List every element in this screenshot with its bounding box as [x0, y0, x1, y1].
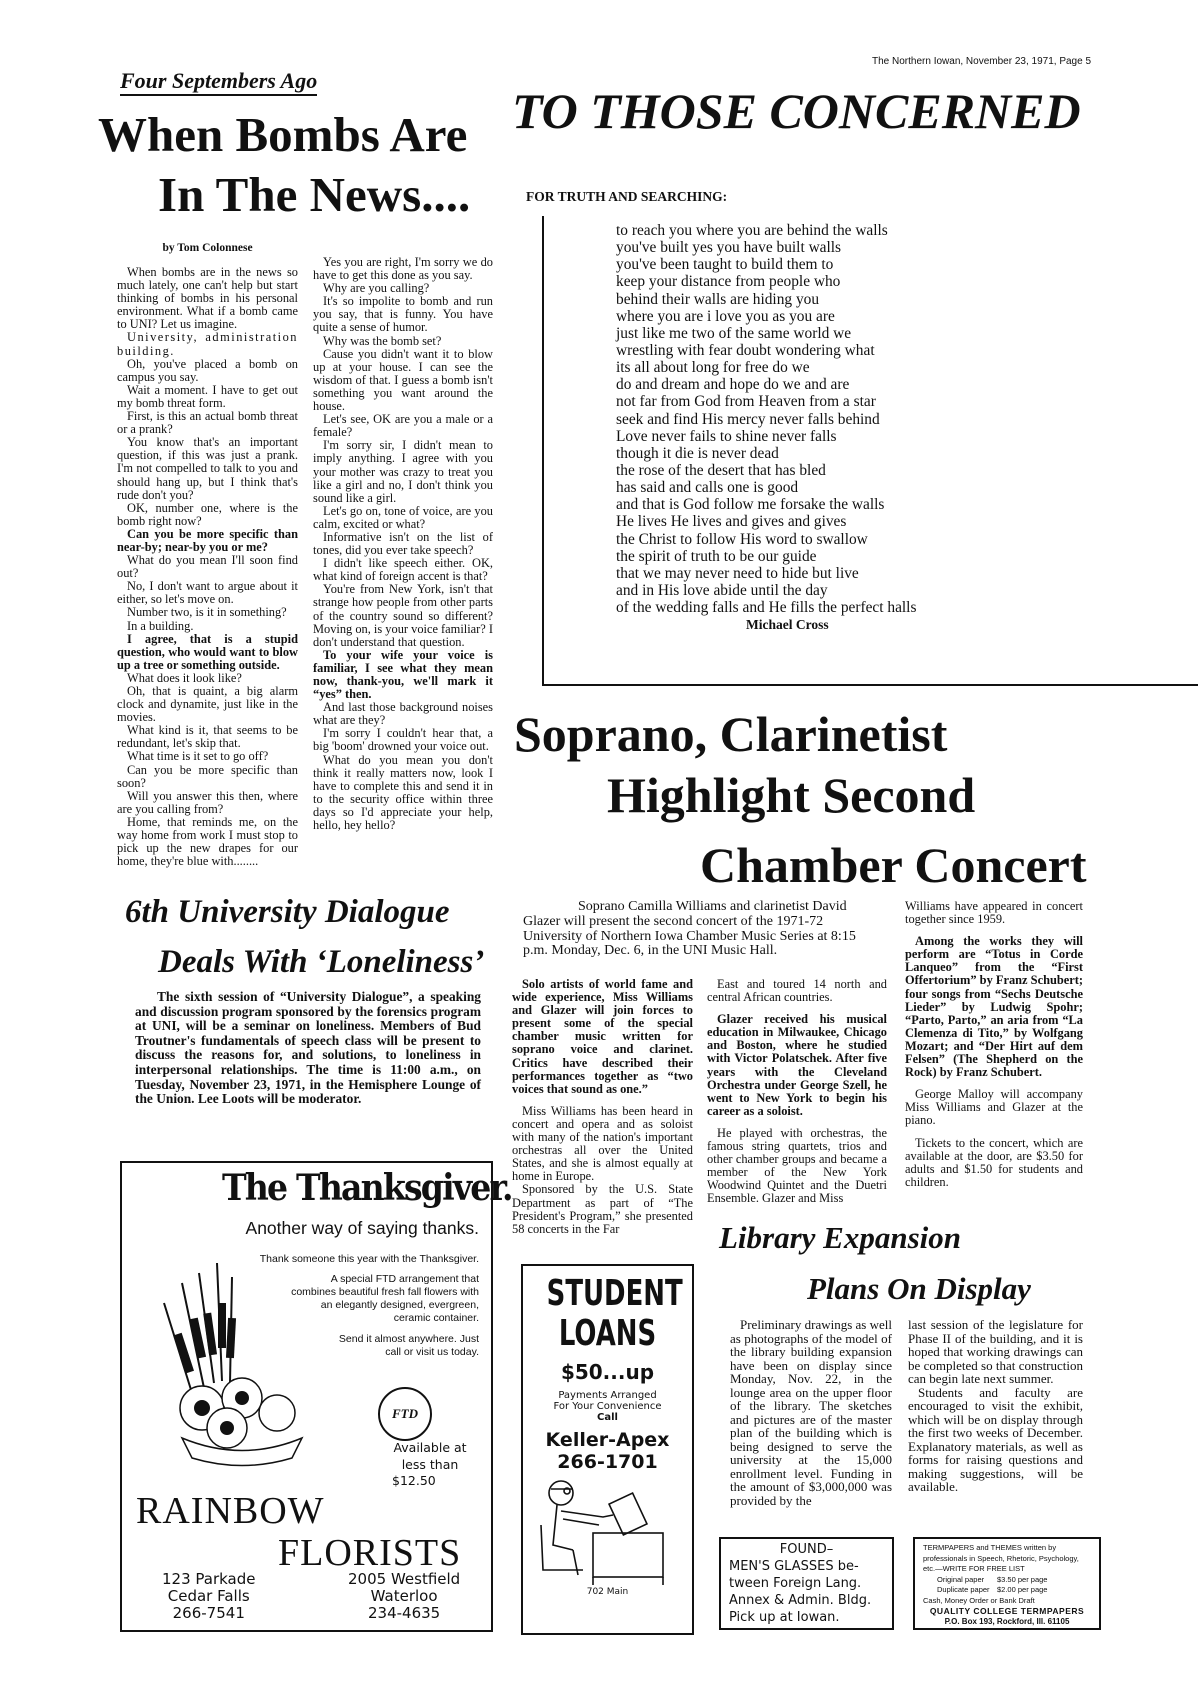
paragraph: What do you mean you don't think it really matters now, look I have to complete this and send it in to the security office within three days so I'd appreciate your help, hello, hey hello? — [313, 752, 493, 833]
paragraph: When bombs are in the news so much lately, one can't help but start thinking of bombs in his personal environment. What if a bomb came to UNI? Let us imagine. — [117, 265, 298, 332]
found-line: FOUND– — [779, 1542, 834, 1557]
paragraph: First, is this an actual bomb threat or a prank? — [117, 409, 298, 437]
found-line: MEN'S GLASSES be- — [729, 1559, 859, 1574]
florist-name-2: FLORISTS — [278, 1532, 462, 1574]
concert-column-c — [905, 900, 1083, 1189]
paragraph: Informative isn't on the list of tones, did you ever take speech? — [313, 529, 493, 558]
poem-line: where you are i love you as you are — [616, 307, 835, 325]
paragraph: What do you mean I'll soon find out? — [117, 553, 298, 581]
poem-line: behind their walls are hiding you — [616, 290, 820, 308]
florist-description: A special FTD arrangement that combines beautiful fresh fall flowers with an elegantly designed, evergreen, ceramic container. — [291, 1273, 479, 1324]
poem-body — [616, 222, 916, 633]
poem-line: you've built yes you have built walls — [616, 239, 842, 257]
store-city: Cedar Falls — [167, 1587, 250, 1605]
poem-line: He lives He lives and gives and gives — [616, 513, 847, 531]
paragraph: George Malloy will accompany Miss Williams and Glazer at the piano. — [905, 1087, 1083, 1128]
paragraph: Oh, you've placed a bomb on campus you say. — [117, 356, 298, 384]
florist-price: $12.50 — [392, 1473, 436, 1488]
paragraph: No, I don't want to argue about it either, so let's move on. — [117, 579, 298, 607]
poem-line: and that is God follow me forsake the walls — [616, 496, 885, 514]
concert-column-b — [707, 978, 887, 1206]
paragraph: Cause you didn't want it to blow up at your house. I can see the wisdom of that. I guess a bomb isn't something you want around the house. — [313, 346, 493, 414]
ftd-seal-label: FTD — [392, 1406, 418, 1421]
termpapers-address: P.O. Box 193, Rockford, Ill. 61105 — [944, 1616, 1070, 1626]
store-street: 123 Parkade — [162, 1570, 256, 1588]
label: Duplicate paper — [937, 1585, 990, 1594]
florist-store-1 — [162, 1571, 256, 1622]
paragraph: Among the works they will perform are “Totus in Corde Lanqueo” from the “First Offertorium” by Franz Schubert; four songs from “Sechs Deutsche Lieder” by Ludwig Spohr; “Parto, Parto,” an aria from “La Clemenza di Tito,” by Wolfgang Mozart; and “Der Hirt auf dem Felsen” (The Shepherd on the Rock) by Franz Schubert. — [905, 934, 1083, 1080]
price: $3.50 per page — [997, 1574, 1048, 1584]
poem-dedication: FOR TRUTH AND SEARCHING: — [526, 189, 728, 204]
poem-line: Love never fails to shine never falls — [616, 427, 837, 445]
poem-line: just like me two of the same world we — [616, 324, 852, 342]
paragraph: Why are you calling? — [323, 281, 430, 296]
paragraph: What kind is it, that seems to be redundant, let's skip that. — [117, 723, 298, 751]
poem-line: that we may never need to hide but live — [616, 564, 859, 582]
loans-line-1: Payments Arranged — [558, 1390, 657, 1401]
ftd-seal — [378, 1387, 432, 1441]
paragraph: You're from New York, isn't that strange how people from other parts of the country sound so different? Moving on, is your voice familiar? I don't understand that question. — [313, 582, 493, 649]
concert-headline-1: Soprano, Clarinetist — [514, 706, 948, 762]
paragraph: Students and faculty are encouraged to visit the exhibit, which will be on display through the first two weeks of December. Explanatory materials, as well as forms for raising questions and making suggestions, will be available. — [908, 1384, 1083, 1494]
paragraph: Yes you are right, I'm sorry we do have to get this done as you say. — [313, 255, 493, 283]
florist-store-2 — [348, 1571, 460, 1622]
dialogue-body: The sixth session of “University Dialogue”, a speaking and discussion program sponsored by the forensics program at UNI, will be a seminar on loneliness. Members of Bud Troutner's fundamentals of speech class will be present to discuss the reasons for, and solutions, to loneliness in interpersonal relationships. The time is 11:00 a.m., on Tuesday, November 23, 1971, in the Hemisphere Lounge of the Union. Lee Loots will be moderator. — [135, 989, 481, 1107]
concert-intro: Soprano Camilla Williams and clarinetist David Glazer will present the second concert of the 1971-72 University of Northern Iowa Chamber Music Series at 8:15 p.m. Monday, Dec. 6, in the UNI Music Hall. — [523, 899, 856, 959]
label: Original paper — [937, 1574, 985, 1584]
poem-line: though it die is never dead — [616, 444, 779, 462]
poem-line: you've been taught to build them to — [616, 256, 834, 274]
store-street: 2005 Westfield — [348, 1570, 461, 1588]
store-phone: 234-4635 — [367, 1604, 441, 1622]
florist-lead: Thank someone this year with the Thanksgiver. — [259, 1253, 479, 1265]
bombs-column-2 — [313, 256, 493, 832]
price: $2.00 per page — [997, 1585, 1048, 1594]
poem-line: not far from God from Heaven from a star — [616, 393, 876, 411]
loans-line-3: Call — [597, 1412, 618, 1423]
termpapers-original — [923, 1575, 1091, 1586]
poem-headline: TO THOSE CONCERNED — [512, 83, 1081, 139]
poem-box-left-rule — [542, 216, 544, 686]
paragraph: Oh, that is quaint, a big alarm clock and dynamite, just like in the movies. — [117, 684, 298, 725]
paragraph: Tickets to the concert, which are available at the door, are $3.50 for adults and $1.50 for students and children. — [905, 1135, 1083, 1189]
poem-line: seek and find His mercy never falls behind — [616, 410, 880, 428]
paragraph: Preliminary drawings as well as photographs of the model of the library building expansion have been on display since Monday, Nov. 22, in the lounge area on the upper floor of the library. The sketches and pictures are of the master plan of the building which is being designed to serve the university at the 15,000 enrollment level. Funding in the amount of $3,000,000 was provided by the — [730, 1317, 892, 1508]
paragraph: I didn't like speech either. OK, what kind of foreign accent is that? — [313, 556, 493, 584]
poem-line: keep your distance from people who — [616, 273, 841, 291]
paragraph: Why was the bomb set? — [323, 333, 442, 348]
loans-phone: 266-1701 — [557, 1451, 658, 1473]
poem-line: do and dream and hope do we and are — [616, 376, 850, 394]
paragraph: Let's see, OK are you a male or a female? — [313, 412, 493, 440]
library-headline-2: Plans On Display — [807, 1271, 1031, 1306]
found-glasses-ad — [719, 1537, 894, 1630]
bombs-kicker: Four Septembers Ago — [120, 70, 317, 96]
loans-company: Keller-Apex — [545, 1429, 670, 1451]
paragraph: And last those background noises what are they? — [313, 700, 493, 728]
loans-amount: $50...up — [560, 1360, 655, 1384]
student-at-desk-illustration — [533, 1475, 683, 1587]
paragraph: You know that's an important question, if this was just a prank. I'm not compelled to talk to you and should hang up, but I think that's rude don't you? — [117, 435, 298, 502]
poem-line: its all about long for free do we — [616, 359, 810, 377]
found-line: tween Foreign Lang. — [729, 1576, 862, 1591]
paragraph: To your wife your voice is familiar, I see what they mean now, thank-you, we'll mark it “yes” then. — [313, 647, 493, 702]
paragraph: What does it look like? — [127, 670, 242, 685]
store-city: Waterloo — [370, 1587, 438, 1605]
paragraph: Solo artists of world fame and wide experience, Miss Williams and Glazer will join forces to present some of the special chamber music written for soprano voice and clarinet. Critics have described their performances together as “two voices that sound as one.” — [512, 977, 693, 1096]
poem-line: the rose of the desert that has bled — [616, 461, 826, 479]
bombs-column-1 — [117, 266, 298, 868]
dialogue-headline-2: Deals With ‘Loneliness’ — [158, 944, 485, 980]
termpapers-duplicate — [923, 1585, 1091, 1596]
paragraph: It's so impolite to bomb and run you say, that is funny. You have quite a sense of humor. — [313, 294, 493, 335]
florist-brand: The Thanksgiver. — [222, 1167, 512, 1209]
student-loans-ad — [521, 1264, 694, 1635]
bombs-headline-1: When Bombs Are — [98, 107, 468, 162]
florist-cta: Send it almost anywhere. Just call or visit us today. — [338, 1333, 479, 1358]
poem-author: Michael Cross — [746, 617, 829, 633]
loans-address: 702 Main — [586, 1587, 629, 1597]
paragraph: He played with orchestras, the famous string quartets, trios and other chamber groups and became a member of the New York Woodwind Quintet and the Duetri Ensemble. Glazer and Miss — [707, 1125, 887, 1206]
poem-line: to reach you where you are behind the walls — [616, 222, 888, 239]
store-phone: 266-7541 — [172, 1604, 245, 1622]
paragraph: I'm sorry sir, I didn't mean to imply anything. I agree with you your mother was crazy to treat you like a girl and no, I don't think you sound like a girl. — [313, 438, 493, 505]
paragraph: Sponsored by the U.S. State Department as part of “The President's Program,” she presented 58 concerts in the Far — [512, 1182, 693, 1236]
paragraph: University, administration building. — [117, 330, 298, 358]
paragraph: Miss Williams has been heard in concert and opera and as soloist with many of the nation's important orchestras all over the United States, and she is almost equally at home in Europe. — [512, 1103, 693, 1184]
poem-box-bottom-rule — [542, 684, 1198, 686]
paragraph: last session of the legislature for Phase II of the building, and it is hoped that working drawings can be completed so that construction can begin late next summer. — [908, 1317, 1083, 1386]
loans-title-1: STUDENT — [546, 1273, 683, 1314]
bombs-headline-2: In The News.... — [158, 167, 471, 222]
paragraph: I agree, that is a stupid question, who would want to blow up a tree or something outside. — [117, 631, 298, 672]
paragraph: Can you be more specific than soon? — [117, 762, 298, 790]
paragraph: OK, number one, where is the bomb right now? — [117, 500, 298, 528]
poem-line: and in His love abide until the day — [616, 581, 828, 599]
page-folio: The Northern Iowan, November 23, 1971, Page 5 — [872, 56, 1092, 67]
termpapers-payment: Cash, Money Order or Bank Draft — [923, 1595, 1035, 1605]
bombs-byline: by Tom Colonnese — [162, 242, 253, 254]
concert-column-a — [512, 978, 693, 1236]
paragraph: Wait a moment. I have to get out my bomb threat form. — [117, 382, 298, 410]
library-column-2 — [908, 1318, 1083, 1494]
poem-line: the Christ to follow His word to swallow — [616, 530, 868, 548]
concert-headline-2: Highlight Second — [607, 767, 976, 823]
florist-ad — [120, 1161, 512, 1632]
termpapers-intro: TERMPAPERS and THEMES written by professionals in Speech, Rhetoric, Psychology, etc.—WRITE FOR FREE LIST — [923, 1543, 1079, 1573]
poem-line: the spirit of truth to be our guide — [616, 547, 817, 565]
paragraph: Can you be more specific than near-by; near-by you or me? — [117, 526, 298, 554]
paragraph: Will you answer this then, where are you calling from? — [117, 788, 298, 816]
paragraph: Let's go on, tone of voice, are you calm, excited or what? — [313, 503, 493, 531]
found-line: Pick up at Iowan. — [729, 1610, 840, 1625]
flower-arrangement-illustration — [142, 1263, 342, 1473]
termpapers-ad — [913, 1537, 1101, 1630]
florist-name-1: RAINBOW — [136, 1490, 325, 1532]
paragraph: I'm sorry I couldn't hear that, a big 'boom' drowned your voice out. — [313, 726, 493, 754]
poem-line: wrestling with fear doubt wondering what — [616, 341, 875, 359]
termpapers-company: QUALITY COLLEGE TERMPAPERS — [929, 1606, 1085, 1616]
library-column-1 — [730, 1318, 892, 1507]
paragraph: Home, that reminds me, on the way home from work I must stop to pick up the new drapes for our home, they're blue with........ — [117, 814, 298, 869]
paragraph: Glazer received his musical education in Milwaukee, Chicago and Boston, where he studied with Victor Polatschek. After five years with the Cleveland Orchestra under George Szell, he went to New York to begin his career as a soloist. — [707, 1012, 887, 1118]
florist-price-label: Available at less than — [393, 1440, 467, 1472]
paragraph: East and toured 14 north and central African countries. — [707, 977, 887, 1005]
loans-line-2: For Your Convenience — [553, 1401, 662, 1412]
paragraph: Williams have appeared in concert together since 1959. — [905, 899, 1083, 927]
found-line: Annex & Admin. Bldg. — [729, 1593, 872, 1608]
paragraph: What time is it set to go off? — [127, 749, 269, 764]
loans-title-2: LOANS — [558, 1313, 657, 1354]
library-headline-1: Library Expansion — [719, 1220, 962, 1255]
florist-tagline: Another way of saying thanks. — [245, 1218, 479, 1238]
paragraph: In a building. — [127, 618, 194, 633]
poem-line: of the wedding falls and He fills the perfect halls — [616, 599, 917, 617]
poem-line: has said and calls one is good — [616, 479, 799, 497]
concert-headline-3: Chamber Concert — [700, 837, 1087, 893]
paragraph: Number two, is it in something? — [127, 605, 287, 620]
dialogue-headline-1: 6th University Dialogue — [125, 894, 450, 930]
